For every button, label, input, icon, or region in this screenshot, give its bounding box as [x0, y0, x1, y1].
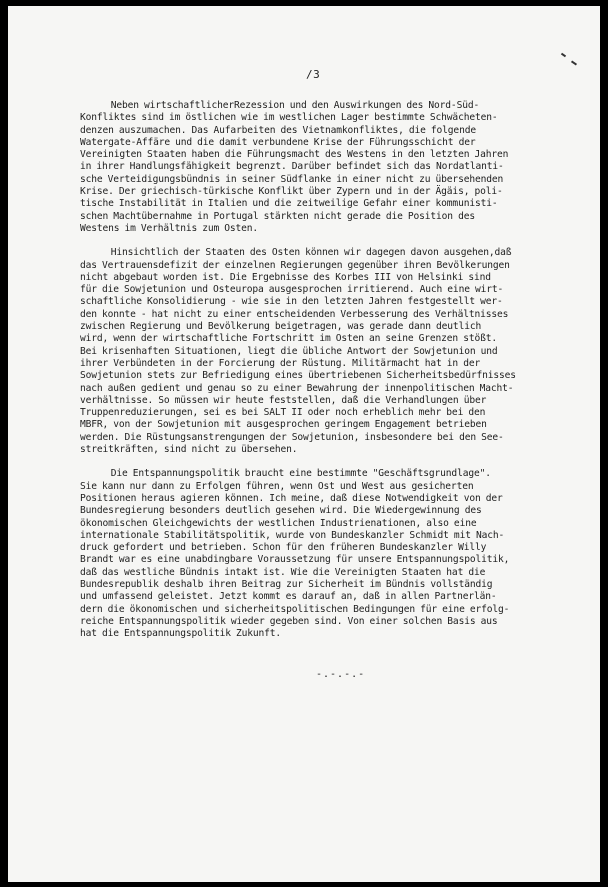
text-line: wird, wenn der wirtschaftliche Fortschritt im Osten an seine Grenzen stößt. [80, 333, 497, 345]
text-line: nicht abgebaut worden ist. Die Ergebnisse des Korbes III von Helsinki sind [80, 271, 491, 283]
text-line: Sowjetunion stets zur Befriedigung eines übertriebenen Sicherheitsbedürfnisses [80, 370, 516, 382]
text-line: Brandt war es eine unabdingbare Voraussetzung für unsere Entspannungspolitik, [80, 554, 510, 566]
text-line: ökonomischen Gleichgewichts der westlichen Industrienationen, also eine [80, 517, 477, 529]
text-line: und umfassend geleistet. Jetzt kommt es darauf an, daß in allen Partnerlän- [80, 591, 497, 603]
text-line: Neben wirtschaftlicherRezession und den Auswirkungen des Nord-Süd- [80, 100, 480, 111]
text-line: hat die Entspannungspolitik Zukunft. [80, 628, 282, 640]
text-line: Bei krisenhaften Situationen, liegt die übliche Antwort der Sowjetunion und [80, 345, 498, 357]
text-line: MBFR, von der Sowjetunion mit ausgesprochen geringem Engagement betrieben [80, 419, 487, 431]
body-text [80, 100, 580, 652]
text-line: Westens im Verhältnis zum Osten. [80, 222, 259, 234]
text-line: schaftliche Konsolidierung - wie sie in den letzten Jahren festgestellt wer- [80, 296, 503, 308]
text-line: daß das westliche Bündnis intakt ist. Wie die Vereinigten Staaten hat die [80, 566, 486, 578]
text-line: Krise. Der griechisch-türkische Konflikt über Zypern und in der Ägäis, poli- [80, 186, 503, 198]
scan-mark [571, 60, 577, 65]
text-line: tische Instabilität in Italien und die zeitweilige Gefahr einer kommunisti- [80, 198, 498, 210]
text-line: für die Sowjetunion und Osteuropa ausgesprochen irritierend. Auch eine wirt- [80, 284, 504, 296]
document-page [8, 6, 600, 882]
text-line: druck gefordert und betrieben. Schon für den früheren Bundeskanzler Willy [80, 542, 487, 554]
scan-mark [561, 53, 566, 58]
text-line: Hinsichtlich der Staaten des Osten können wir dagegen davon ausgehen,daß [80, 247, 512, 259]
text-line: schen Machtübernahme in Portugal stärkten nicht gerade die Position des [80, 210, 475, 222]
paragraph [80, 100, 580, 235]
text-line: internationale Stabilitätspolitik, wurde von Bundeskanzler Schmidt mit Nach- [80, 529, 505, 541]
text-line: nach außen gedient und genau so zu einer Bewahrung der innenpolitischen Macht- [80, 382, 514, 394]
text-line: Die Entspannungspolitik braucht eine bestimmte "Geschäftsgrundlage". [80, 468, 491, 480]
text-line: dern die ökonomischen und sicherheitspolitischen Bedingungen für eine erfolg- [80, 603, 510, 615]
paragraph [80, 468, 580, 640]
text-line: in ihrer Handlungsfähigkeit begrenzt. Darüber befindet sich das Nordatlanti- [80, 161, 504, 173]
text-line: Truppenreduzierungen, sei es bei SALT II oder noch erheblich mehr bei den [80, 407, 486, 419]
text-line: zwischen Regierung und Bevölkerung beigetragen, was gerade dann deutlich [80, 321, 482, 333]
text-line: Bundesrepublik deshalb ihren Beitrag zur Sicherheit im Bündnis vollständig [80, 578, 493, 590]
text-line: Watergate-Affäre und die damit verbundene Krise der Führungsschicht der [80, 136, 476, 148]
text-line: das Vertrauensdefizit der einzelnen Regierungen gegenüber ihren Bevölkerungen [80, 259, 510, 271]
text-line: reiche Entspannungspolitik wieder gegeben sind. Von einer solchen Basis aus [80, 615, 498, 627]
text-line: denzen auszumachen. Das Aufarbeiten des Vietnamkonfliktes, die folgende [80, 124, 476, 136]
text-line: Positionen heraus agieren können. Ich meine, daß diese Notwendigkeit von der [80, 492, 503, 504]
text-line: Konfliktes sind im östlichen wie im westlichen Lager bestimmte Schwächeten- [80, 112, 498, 124]
text-line: werden. Die Rüstungsanstrengungen der Sowjetunion, insbesondere bei den See- [80, 431, 504, 443]
text-line: verhältnisse. So müssen wir heute feststellen, daß die Verhandlungen über [80, 394, 487, 406]
text-line: sche Verteidigungsbündnis in seiner Südflanke in einer nicht zu übersehenden [80, 173, 504, 185]
text-line: ihrer Verbündeten in der Forcierung der Rüstung. Militärmacht hat in der [80, 357, 481, 369]
text-line: den konnte - hat nicht zu einer entscheidenden Verbesserung des Verhältnisses [80, 308, 509, 320]
page-number: /3 [306, 68, 321, 81]
text-line: Sie kann nur dann zu Erfolgen führen, wenn Ost und West aus gesicherten [80, 480, 474, 492]
text-line: Vereinigten Staaten haben die Führungsmacht des Westens in den letzten Jahren [80, 149, 509, 161]
paragraph [80, 247, 580, 456]
text-line: streitkräften, sind nicht zu übersehen. [80, 444, 298, 456]
closing-mark: -.-.-.- [316, 669, 366, 680]
text-line: Bundesregierung besonders deutlich gesehen wird. Die Wiedergewinnung des [80, 505, 482, 517]
